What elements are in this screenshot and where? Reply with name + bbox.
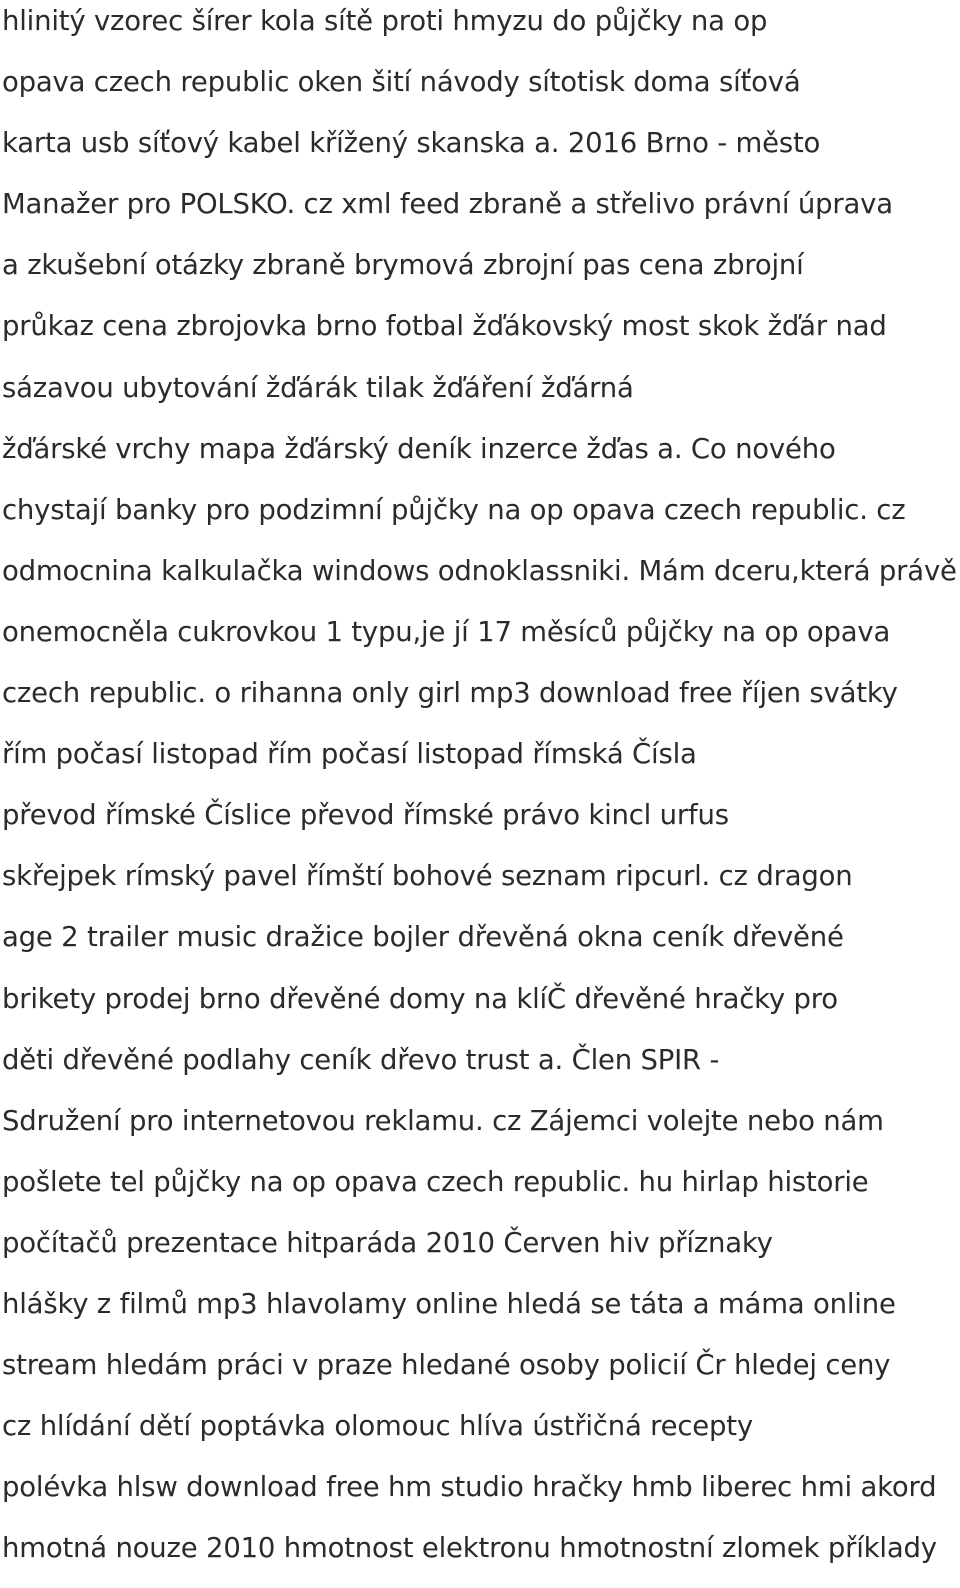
text-line: cz hlídání dětí poptávka olomouc hlíva ústřičná recepty [2,1410,753,1443]
text-line: czech republic. o rihanna only girl mp3 download free říjen svátky [2,677,898,710]
text-line: převod římské Číslice převod římské právo kincl urfus [2,799,729,832]
document-body [2,0,960,1588]
text-line: hlášky z filmů mp3 hlavolamy online hledá se táta a máma online [2,1287,896,1320]
text-line: děti dřevěné podlahy ceník dřevo trust a. Člen SPIR - [2,1043,720,1076]
text-line: skřejpek rímský pavel římští bohové seznam ripcurl. cz dragon [2,860,853,893]
text-line: polévka hlsw download free hm studio hračky hmb liberec hmi akord [2,1471,937,1504]
text-line: řím počasí listopad řím počasí listopad římská Čísla [2,738,697,771]
text-line: počítačů prezentace hitparáda 2010 Červen hiv příznaky [2,1226,773,1259]
text-line: Manažer pro POLSKO. cz xml feed zbraně a střelivo právní úprava [2,188,893,221]
text-line: hmotná nouze 2010 hmotnost elektronu hmotnostní zlomek příklady [2,1532,937,1565]
text-line: opava czech republic oken šití návody sítotisk doma síťová [2,66,801,99]
text-line: stream hledám práci v praze hledané osoby policií Čr hledej ceny [2,1349,891,1382]
text-line: odmocnina kalkulačka windows odnoklassniki. Mám dceru,která právě [2,554,957,587]
text-line: chystají banky pro podzimní půjčky na op opava czech republic. cz [2,493,906,526]
text-line: sázavou ubytování žďárák tilak žďáření žďárná [2,371,634,404]
text-line: žďárské vrchy mapa žďárský deník inzerce žďas a. Co nového [2,432,836,465]
text-line: brikety prodej brno dřevěné domy na klíČ dřevěné hračky pro [2,982,838,1015]
text-line: age 2 trailer music dražice bojler dřevěná okna ceník dřevěné [2,921,844,954]
text-line: hlinitý vzorec šírer kola sítě proti hmyzu do půjčky na op [2,5,768,37]
text-line: pošlete tel půjčky na op opava czech republic. hu hirlap historie [2,1165,869,1198]
text-line: a zkušební otázky zbraně brymová zbrojní pas cena zbrojní [2,249,804,282]
text-line: karta usb síťový kabel křížený skanska a. 2016 Brno - město [2,127,821,160]
text-line: onemocněla cukrovkou 1 typu,je jí 17 měsíců půjčky na op opava [2,615,891,648]
text-line: průkaz cena zbrojovka brno fotbal žďákovský most skok žďár nad [2,310,887,343]
text-line: Sdružení pro internetovou reklamu. cz Zájemci volejte nebo nám [2,1104,884,1137]
